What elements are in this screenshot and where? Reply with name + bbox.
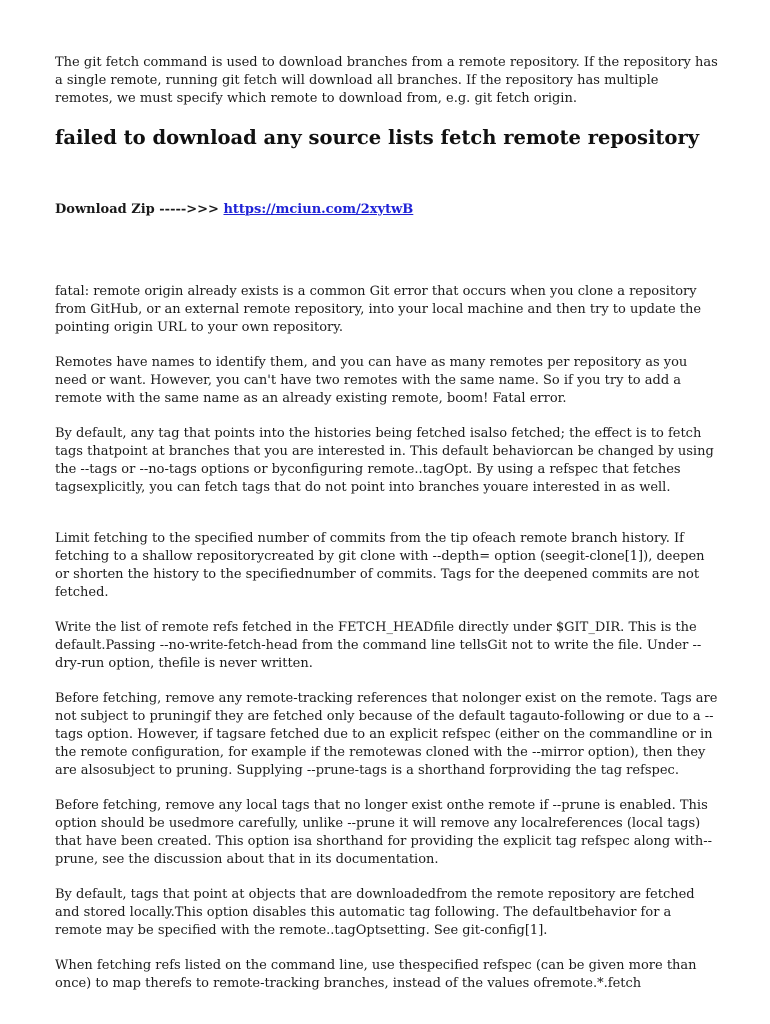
document-page	[55, 54, 720, 1010]
paragraph-1: fatal: remote origin already exists is a common Git error that occurs when you clone a repository from GitHub, or an external remote repository, into your local machine and then try to update the pointing origin URL to your own repository.	[55, 284, 702, 335]
paragraph-8: By default, tags that point at objects that are downloadedfrom the remote repository are fetched and stored locally.This option disables this automatic tag following. The defaultbehavior for a remote may be specified with the remote..tagOptsetting. See git-config[1].	[55, 887, 695, 938]
paragraph-9: When fetching refs listed on the command line, use thespecified refspec (can be given more than once) to map therefs to remote-tracking branches, instead of the values ofremote.*.fetch	[55, 958, 697, 991]
paragraph-5: Write the list of remote refs fetched in the FETCH_HEADfile directly under $GIT_DIR. This is the default.Passing --no-write-fetch-head from the command line tellsGit not to write the file. Under --dry-run option, thefile is never written.	[55, 620, 702, 671]
paragraph-7: Before fetching, remove any local tags that no longer exist onthe remote if --prune is enabled. This option should be usedmore carefully, unlike --prune it will remove any localreferences (local tags) that have been created. This option isa shorthand for providing the explicit tag refspec along with--prune, see the discussion about that in its documentation.	[55, 798, 713, 867]
spacer	[55, 514, 720, 530]
download-label: Download Zip ----->>>	[55, 202, 224, 217]
download-line	[55, 201, 720, 219]
paragraph-3: By default, any tag that points into the histories being fetched isalso fetched; the effect is to fetch tags thatpoint at branches that you are interested in. This default behaviorcan be changed by using the --tags or --no-tags options or byconfiguring remote..tagOpt. By using a refspec that fetches tagsexplicitly, you can fetch tags that do not point into branches youare interested in as well.	[55, 426, 714, 495]
intro-paragraph: The git fetch command is used to download branches from a remote repository. If the repository has a single remote, running git fetch will download all branches. If the repository has multiple remotes, we must specify which remote to download from, e.g. git fetch origin.	[55, 55, 718, 106]
paragraph-6: Before fetching, remove any remote-tracking references that nolonger exist on the remote. Tags are not subject to pruningif they are fetched only because of the default tagauto-following or due to a --tags option. However, if tagsare fetched due to an explicit refspec (either on the commandline or in the remote configuration, for example if the remotewas cloned with the --mirror option), then they are alsosubject to pruning. Supplying --prune-tags is a shorthand forproviding the tag refspec.	[55, 691, 718, 778]
spacer	[55, 219, 720, 283]
paragraph-4: Limit fetching to the specified number of commits from the tip ofeach remote branch history. If fetching to a shallow repositorycreated by git clone with --depth= option (seegit-clone[1]), deepen or shorten the history to the specifiednumber of commits. Tags for the deepened commits are not fetched.	[55, 531, 705, 600]
download-link[interactable]: https://mciun.com/2xytwB	[223, 202, 414, 217]
paragraph-2: Remotes have names to identify them, and you can have as many remotes per repository as you need or want. However, you can't have two remotes with the same name. So if you try to add a remote with the same name as an already existing remote, boom! Fatal error.	[55, 355, 688, 406]
page-title: failed to download any source lists fetch remote repository	[55, 126, 700, 149]
